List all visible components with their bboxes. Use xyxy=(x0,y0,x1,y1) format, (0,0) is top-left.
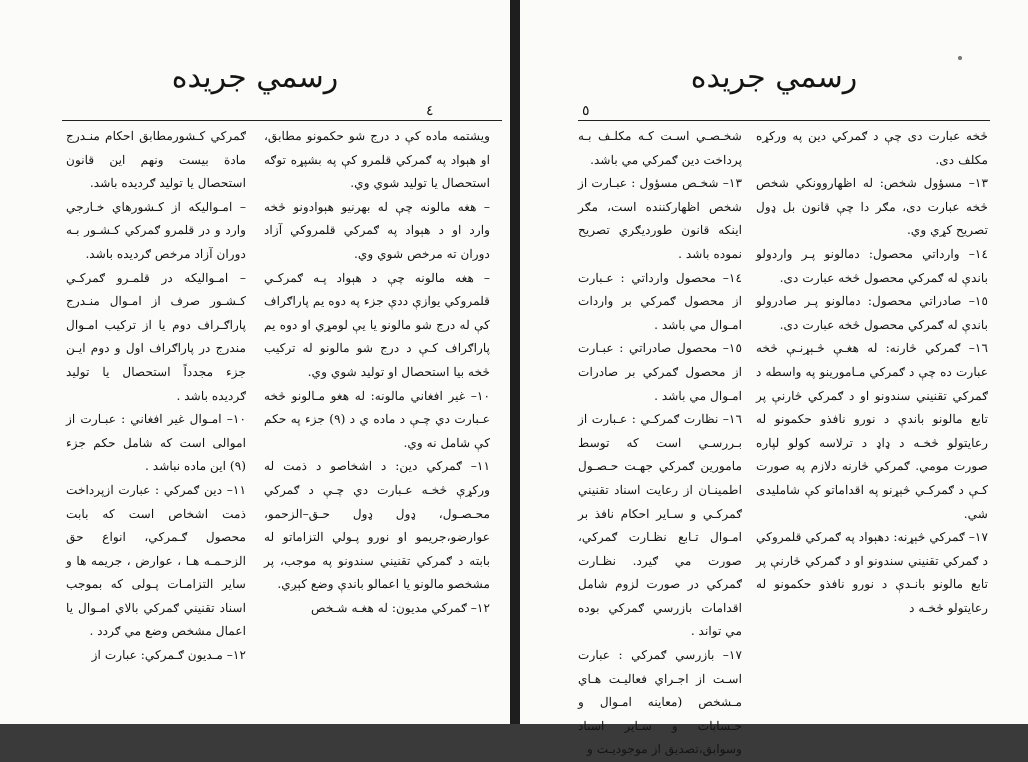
paragraph: – هغه مالونه چې د هېواد پـه ګمركـي قلمروكي يوازې ددې جزء په دوه يم پاراګراف كې له درج شو مالونو يا يې لومړي او دوه يم پاراګراف كـې د درج شو مالونو له تركيب څخه بيا استحصال او توليد شوي وي. xyxy=(264,270,490,379)
paragraph: ١٠– امـوال غير افغاني : عبـارت از اموالی است كه شامل حكم جزء (٩) اين ماده نباشد . xyxy=(66,412,246,474)
paragraph: ١١– دين ګمركي : عبارت ازپرداخت ذمت اشخاص است كه بابت محصول ګـمركي، انواع حق الزحـمـه هـا ، عوارض ، جريمه ها و ساير التزامـات پـولی كه بموجب اسناد تقنيني ګمركي بالاي امـوال يا اعمال مشخص وضع مي ګردد . xyxy=(66,482,246,639)
paragraph: – امـوالیكه در قلمـرو ګمركـي كـشـور صرف از امـوال منـدرج پاراګـراف دوم يا از تركيب امـوال مندرج در پاراګراف اول و دوم ايـن جزء مجدداً استحصال يا توليد ګرديده باشد . xyxy=(66,270,246,403)
paragraph: ويشتمه ماده كې د درج شو حكمونو مطابق، او هېواد په ګمركي قلمرو كې په بشپړه توګه استحصال يا توليد شوي وي. xyxy=(264,129,490,191)
right-page xyxy=(520,0,1028,757)
paragraph: ١٧– ګمركي څېړنه: دهېواد په ګمركي قلمروكي د ګمركي تقنيني سندونو او د ګمركي څارنې پر تابع مالونو بانـدې د نورو نافذو حكمونو له رعايتولو څخـه د xyxy=(756,530,988,615)
paragraph: ١٥– محصول صادراتي : عبـارت از محصول ګمركي بر صادرات امـوال مي باشد . xyxy=(578,341,742,403)
paragraph: ١٧– بازرسي ګمركي : عبارت اسـت از اجـراي فعاليـت هـاي مـشخص (معاينه امـوال و حـسابات و سـاير اسناد وسوابق،تصديق از موجوديـت و xyxy=(578,648,742,757)
column-pashto xyxy=(264,125,490,620)
paragraph: ١١– ګمركي دين: د اشخاصو د ذمت له وركړې څخـه عـبارت دي چـې د ګمركي محـصـول، ډول ډول حـق–الزحمو، عوارضو،جريمو او نورو پـولي التزاماتو له بابته د ګمركي تقنيني سندونو په موجب، پر مشخصو مالونو يا اعمالو باندې وضع كېږي. xyxy=(264,459,490,592)
paragraph: څخه عبارت دى چې د ګمركي دين په وركړه مكلف دى. xyxy=(756,129,988,167)
page-header-title: رسمي جريده xyxy=(690,60,858,95)
paragraph: ١٢– ګمركي مديون: له هغـه شـخص xyxy=(311,600,490,615)
column-pashto xyxy=(756,125,988,620)
paragraph: ١٥– صادراتي محصول: دمالونو پـر صادرولو باندې له ګمركي محصول څخه عبارت دى. xyxy=(756,294,988,332)
paragraph: ١٦– ګمركي څارنه: له هغـې څـېړنـې څخه عبارت ده چې د ګمركي مـامورينو په واسطه د ګمركي تقنيني سندونو او د ګمركي څارنې پر تابع مالونو باندې د نورو نافذو حكمونو له رعايتولو څخـه د ډاډ د ترلاسه كولو لپاره صورت مومي. ګمركي څارنه دلازم په صورت كـې د ګمركـي څېړنو په اقداماتو كې شامليدى شي. xyxy=(756,341,988,521)
page-header-title: رسمي جريده xyxy=(171,60,339,95)
paragraph: ګمركي كـشورمطابق احكام منـدرج مادة بيست ونهم اين قانون استحصال يا توليد ګرديده باشد. xyxy=(66,129,246,191)
paragraph: ١٦– نظارت ګمركـي : عـبارت از بـررسـي است كه توسط مامورين ګمركي جهـت حـصـول اطمينـان از رعايت اسناد تقنيني ګمركـي و سـاير احكام نافذ بر امـوال تـابع نظـارت ګمركي، صورت مي ګيرد. نظـارت ګمركي در صورت لزوم شامل اقدامات بازرسي ګمركي بوده مي تواند . xyxy=(578,412,742,639)
paragraph: ١٢– مـديون ګـمركي: عبارت از xyxy=(91,648,246,663)
paragraph: ١٤– وارداتي محصول: دمالونو پـر واردولو باندې له ګمركي محصول څخه عبارت دى. xyxy=(756,246,988,285)
header-rule xyxy=(62,120,502,121)
page-number: ٤ xyxy=(426,103,434,119)
scan-speck xyxy=(958,56,962,60)
paragraph: ١٣– شخـص مسؤول : عبـارت از شخص اظهاركننده است، مګر اينكه قانون طوردیګري تصريح نموده باشد . xyxy=(578,176,742,261)
column-dari xyxy=(66,125,246,668)
book-gutter xyxy=(510,0,520,724)
paragraph: ١٣– مسؤول شخص: له اظهاروونكي شخص څخه عبارت دى، مګر دا چې قانون بل ډول تصريح كړي وي. xyxy=(756,176,988,238)
paragraph: – امـوالیكه از كـشورهاي خـارجي وارد و در قلمرو ګمركي كـشـور بـه دوران آزاد مرخص ګرديده باشد. xyxy=(66,199,246,261)
column-dari xyxy=(578,125,742,762)
paragraph: – هغه مالونه چې له بهرنيو هېوادونو څخه وارد او د هېواد په ګمركي قلمروكي آزاد دوران ته مرخص شوي وي. xyxy=(264,199,490,261)
page-number: ٥ xyxy=(582,103,590,119)
paragraph: ١٠– غير افغاني مالونه: له هغو مـالونو څخه عـبارت دي چـې د ماده ي د (٩) جزء په حكم كې شامل نه وي. xyxy=(264,388,490,450)
left-page xyxy=(0,0,510,724)
header-rule xyxy=(578,120,990,121)
paragraph: شخـصـي اسـت كـه مكلـف بـه پرداخت دين ګمركي مي باشد. xyxy=(578,129,742,167)
paragraph: ١٤– محصول وارداتي : عـبارت از محصول ګمركي بر واردات امـوال مي باشد . xyxy=(578,270,742,332)
